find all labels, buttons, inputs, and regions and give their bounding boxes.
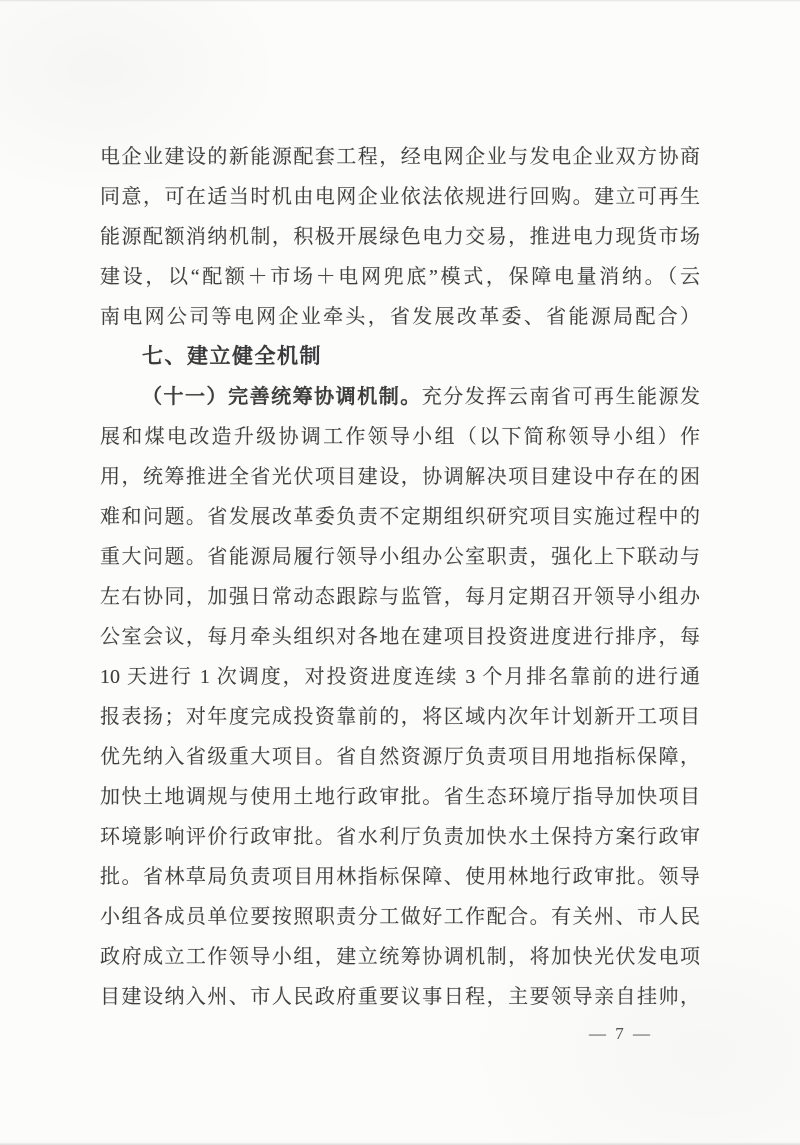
text-line: 加快土地调规与使用土地行政审批。省生态环境厅指导加快项目 bbox=[100, 786, 700, 808]
text-line bbox=[100, 377, 700, 417]
text-line: 目建设纳入州、市人民政府重要议事日程，主要领导亲自挂帅， bbox=[100, 986, 700, 1008]
text-line: 用，统筹推进全省光伏项目建设，协调解决项目建设中存在的困 bbox=[100, 466, 700, 488]
section-heading: 七、建立健全机制 bbox=[142, 345, 322, 368]
text-line: 左右协同，加强日常动态跟踪与监管，每月定期召开领导小组办 bbox=[100, 586, 700, 608]
paragraph-item-11 bbox=[100, 377, 700, 1017]
text-line: 优先纳入省级重大项目。省自然资源厅负责项目用地指标保障， bbox=[100, 746, 700, 768]
text-line: 重大问题。省能源局履行领导小组办公室职责，强化上下联动与 bbox=[100, 546, 700, 568]
text-line: 公室会议，每月牵头组织对各地在建项目投资进度进行排序，每 bbox=[100, 626, 700, 648]
text-line: 南电网公司等电网企业牵头，省发展改革委、省能源局配合） bbox=[100, 306, 700, 328]
text-line: 同意，可在适当时机由电网企业依法依规进行回购。建立可再生 bbox=[100, 186, 700, 208]
text-line: 政府成立工作领导小组，建立统筹协调机制，将加快光伏发电项 bbox=[100, 946, 700, 968]
text-line: 报表扬；对年度完成投资靠前的，将区域内次年计划新开工项目 bbox=[100, 706, 700, 728]
page-number: — 7 — bbox=[589, 1024, 653, 1043]
text-line: 小组各成员单位要按照职责分工做好工作配合。有关州、市人民 bbox=[100, 906, 700, 928]
text-line: 批。省林草局负责项目用林指标保障、使用林地行政审批。领导 bbox=[100, 866, 700, 888]
text-line: 能源配额消纳机制，积极开展绿色电力交易，推进电力现货市场 bbox=[100, 226, 700, 248]
text-line: 电企业建设的新能源配套工程，经电网企业与发电企业双方协商 bbox=[100, 146, 700, 168]
document-body bbox=[100, 137, 700, 1017]
scan-edge-top bbox=[0, 0, 800, 2]
text-line: 展和煤电改造升级协调工作领导小组（以下简称领导小组）作 bbox=[100, 426, 700, 448]
item-title: （十一）完善统筹协调机制。 bbox=[142, 386, 422, 408]
text-line: 建设，以“配额＋市场＋电网兜底”模式，保障电量消纳。（云 bbox=[100, 266, 700, 288]
text-line: 环境影响评价行政审批。省水利厅负责加快水土保持方案行政审 bbox=[100, 826, 700, 848]
text-line: 10 天进行 1 次调度，对投资进度连续 3 个月排名靠前的进行通 bbox=[100, 666, 700, 688]
text-line: 难和问题。省发展改革委负责不定期组织研究项目实施过程中的 bbox=[100, 506, 700, 528]
text-run: 充分发挥云南省可再生能源发 bbox=[421, 386, 701, 408]
paragraph-continued bbox=[100, 137, 700, 337]
